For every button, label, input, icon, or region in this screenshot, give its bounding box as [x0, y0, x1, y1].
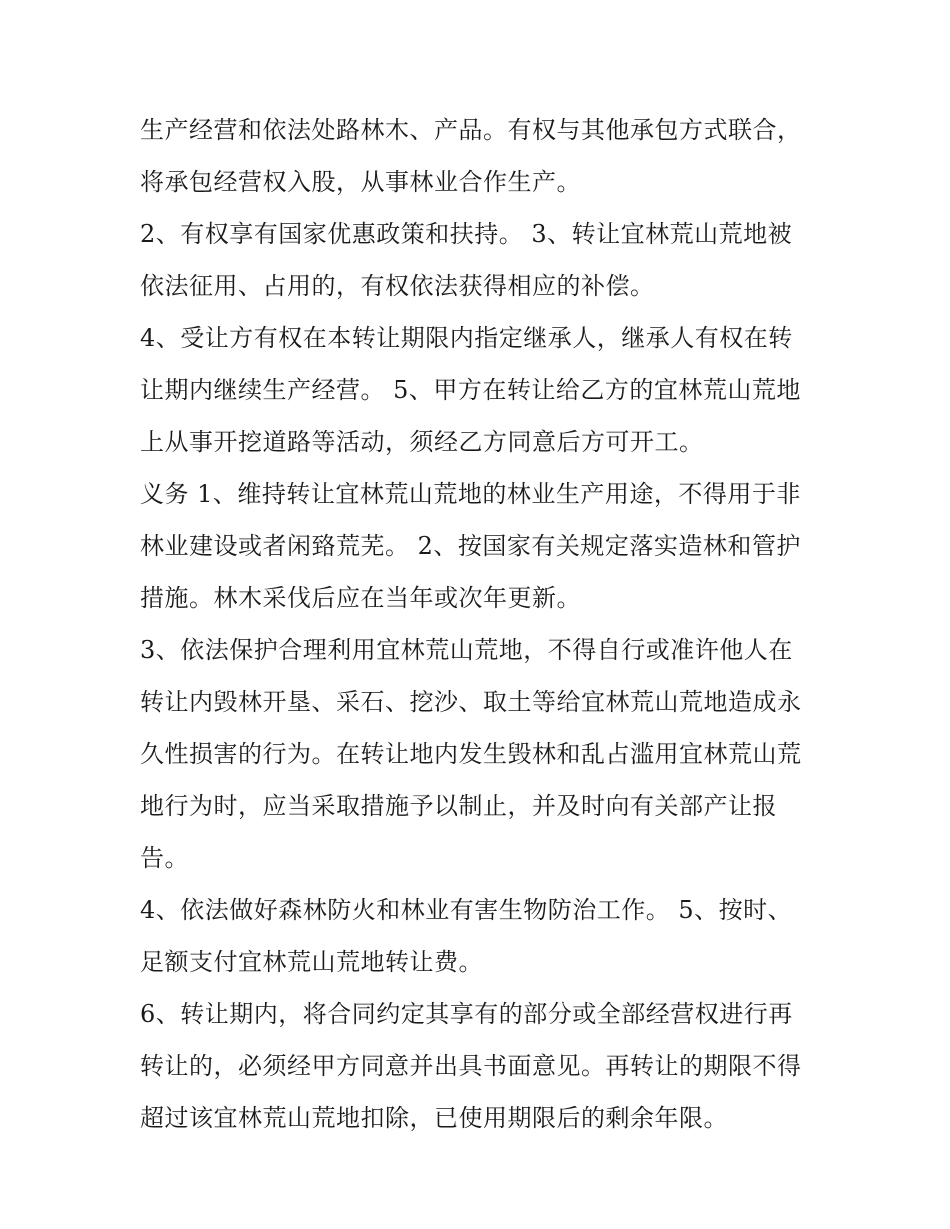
text-line: 超过该宜林荒山荒地扣除，已使用期限后的剩余年限。 [140, 1104, 728, 1132]
text-line: 3、依法保护合理利用宜林荒山荒地，不得自行或准许他人在 [140, 636, 793, 664]
paragraph-obligation-4-5 [140, 884, 820, 988]
text-line: 4、受让方有权在本转让期限内指定继承人，继承人有权在转 [140, 324, 793, 352]
text-line: 转让的，必须经甲方同意并出具书面意见。再转让的期限不得 [140, 1052, 802, 1080]
text-line: 久性损害的行为。在转让地内发生毁林和乱占滥用宜林荒山荒 [140, 740, 802, 768]
text-line: 生产经营和依法处路林木、产品。有权与其他承包方式联合， [140, 116, 802, 144]
paragraph-obligations-1-2 [140, 468, 820, 624]
text-line: 上从事开挖道路等活动，须经乙方同意后方可开工。 [140, 428, 704, 456]
text-line: 6、转让期内，将合同约定其享有的部分或全部经营权进行再 [140, 1000, 793, 1028]
text-line: 让期内继续生产经营。 5、甲方在转让给乙方的宜林荒山荒地 [140, 376, 801, 404]
paragraph-obligation-3 [140, 624, 820, 884]
paragraph-right-2-3 [140, 208, 820, 312]
text-line: 告。 [140, 844, 189, 872]
text-line: 转让内毁林开垦、采石、挖沙、取土等给宜林荒山荒地造成永 [140, 688, 802, 716]
text-line: 地行为时，应当采取措施予以制止，并及时向有关部产让报 [140, 792, 777, 820]
text-line: 4、依法做好森林防火和林业有害生物防治工作。 5、按时、 [140, 896, 793, 924]
document-body [140, 104, 820, 1144]
text-line: 义务 1、维持转让宜林荒山荒地的林业生产用途，不得用于非 [140, 480, 801, 508]
paragraph-obligation-6 [140, 988, 820, 1144]
text-line: 依法征用、占用的，有权依法获得相应的补偿。 [140, 272, 655, 300]
paragraph-rights-continued [140, 104, 820, 208]
text-line: 足额支付宜林荒山荒地转让费。 [140, 948, 483, 976]
text-line: 措施。林木采伐后应在当年或次年更新。 [140, 584, 581, 612]
paragraph-right-4-5 [140, 312, 820, 468]
text-line: 2、有权享有国家优惠政策和扶持。 3、转让宜林荒山荒地被 [140, 220, 793, 248]
text-line: 将承包经营权入股，从事林业合作生产。 [140, 168, 581, 196]
text-line: 林业建设或者闲臵荒芜。 2、按国家有关规定落实造林和管护 [140, 532, 801, 560]
